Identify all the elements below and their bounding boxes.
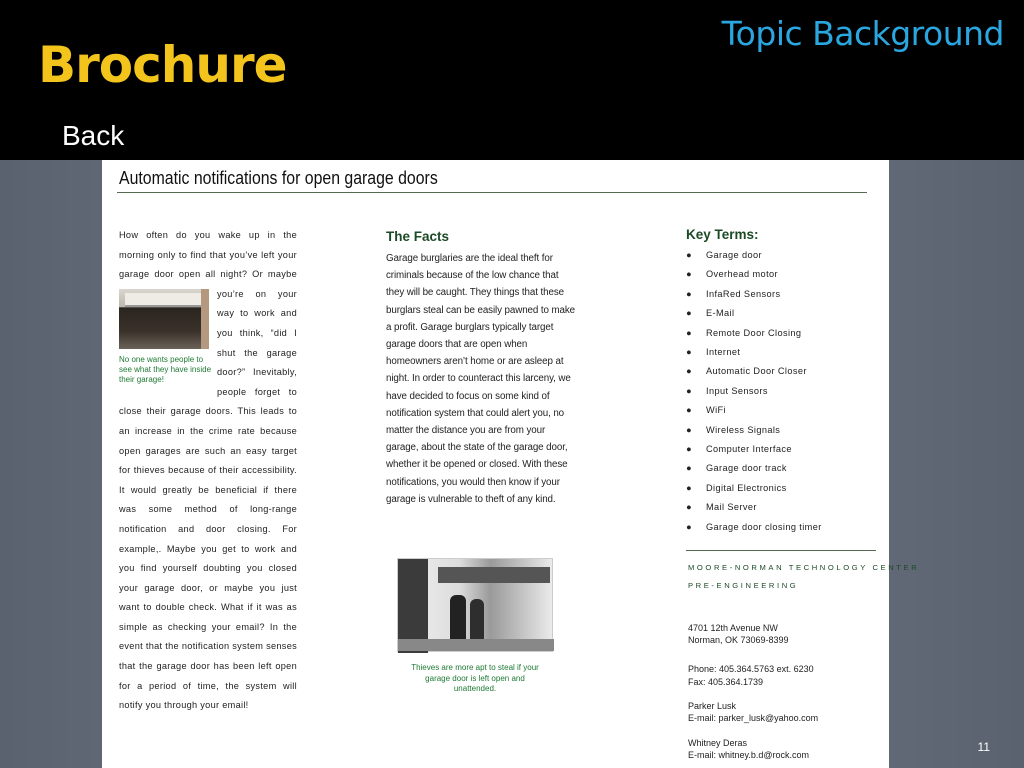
- facts-body: Garage burglaries are the ideal theft for criminals because of the low chance that they will be caught. They things that these burglars steal can be easily pawned to make a profit. Garage burglars typically target garage doors that are open when homeowners aren’t home or are asleep at night. In order to counteract this larceny, we have decided to focus on some kind of notification system that could alert you, no matter the distance you are from your garage, about the state of the garage door, whether it be opened or closed. With these notifications, you would then know if your garage is vulnerable to theft of any kind.: [386, 253, 576, 505]
- list-item: ● Wireless Signals: [686, 424, 781, 435]
- left-column-intro-text: How often do you wake up in the morning only to find that you’ve left your garage door open all night? Or: [119, 230, 297, 280]
- thieves-garage-photo: [397, 558, 553, 652]
- key-terms-list: [686, 246, 822, 537]
- topic-heading: Topic Background: [721, 14, 1004, 53]
- list-item: ● Garage door closing timer: [686, 521, 822, 532]
- left-photo-caption: No one wants people to see what they have inside their garage!: [119, 354, 212, 384]
- brochure-header: Automatic notifications for open garage doors: [119, 168, 438, 188]
- left-photo-block: [119, 289, 213, 385]
- brochure-page: [102, 160, 920, 768]
- list-item: ● Internet: [686, 347, 741, 358]
- org-department: PRE-ENGINEERING: [688, 581, 799, 590]
- contact-person-2-name: Whitney Deras: [688, 738, 748, 748]
- slide-subtitle: Back: [62, 120, 125, 151]
- org-name: MOORE-NORMAN TECHNOLOGY CENTER: [688, 563, 920, 572]
- list-item: ● InfaRed Sensors: [686, 288, 781, 299]
- contact-person-1-email: E-mail: parker_lusk@yahoo.com: [688, 713, 819, 723]
- fax-number: Fax: 405.364.1739: [688, 677, 764, 687]
- list-item: ● Automatic Door Closer: [686, 366, 807, 377]
- slide-title: Brochure: [38, 36, 287, 94]
- phone-number: Phone: 405.364.5763 ext. 6230: [688, 664, 814, 674]
- title-bar: [0, 0, 1024, 160]
- list-item: ● Garage door: [686, 250, 762, 260]
- address-line-2: Norman, OK 73069-8399: [688, 635, 789, 645]
- center-photo-caption: Thieves are more apt to steal if your garage door is left open and unattended.: [411, 663, 539, 693]
- list-item: ● Garage door track: [686, 463, 787, 474]
- list-item: ● Mail Server: [686, 502, 757, 513]
- left-column-body-text: maybe you’re on your way to work and you think, “did I shut the garage door?” Inevitably, people forget to close their garage doors. This leads to an increase in the crime rate because open garages are such an easy target for thieves because of their accessibility. It would greatly be beneficial if there was some method of long-range notification and door closing. For example,. Maybe you get to work and you find yourself doubting you closed your garage door, or maybe you just want to double check. What if it was as simple as checking your email? In the event that the notification system senses that the garage door has been left open for a period of time, the system will notify you through your email!: [119, 269, 297, 711]
- list-item: ● WiFi: [686, 405, 726, 416]
- slide-page-number: 11: [977, 740, 990, 754]
- list-item: ● Computer Interface: [686, 444, 792, 455]
- open-garage-photo: [119, 289, 209, 349]
- list-item: ● Digital Electronics: [686, 482, 787, 493]
- header-divider: [117, 192, 867, 193]
- contact-person-2-email: E-mail: whitney.b.d@rock.com: [688, 750, 810, 760]
- list-item: ● Input Sensors: [686, 385, 768, 396]
- list-item: ● Remote Door Closing: [686, 327, 802, 338]
- left-column: [119, 226, 297, 716]
- facts-heading: The Facts: [386, 229, 450, 244]
- key-terms-divider: [686, 550, 876, 551]
- key-terms-heading: Key Terms:: [686, 227, 759, 242]
- contact-person-1-name: Parker Lusk: [688, 701, 737, 711]
- address-line-1: 4701 12th Avenue NW: [688, 623, 778, 633]
- list-item: ● Overhead motor: [686, 269, 778, 280]
- list-item: ● E-Mail: [686, 308, 735, 319]
